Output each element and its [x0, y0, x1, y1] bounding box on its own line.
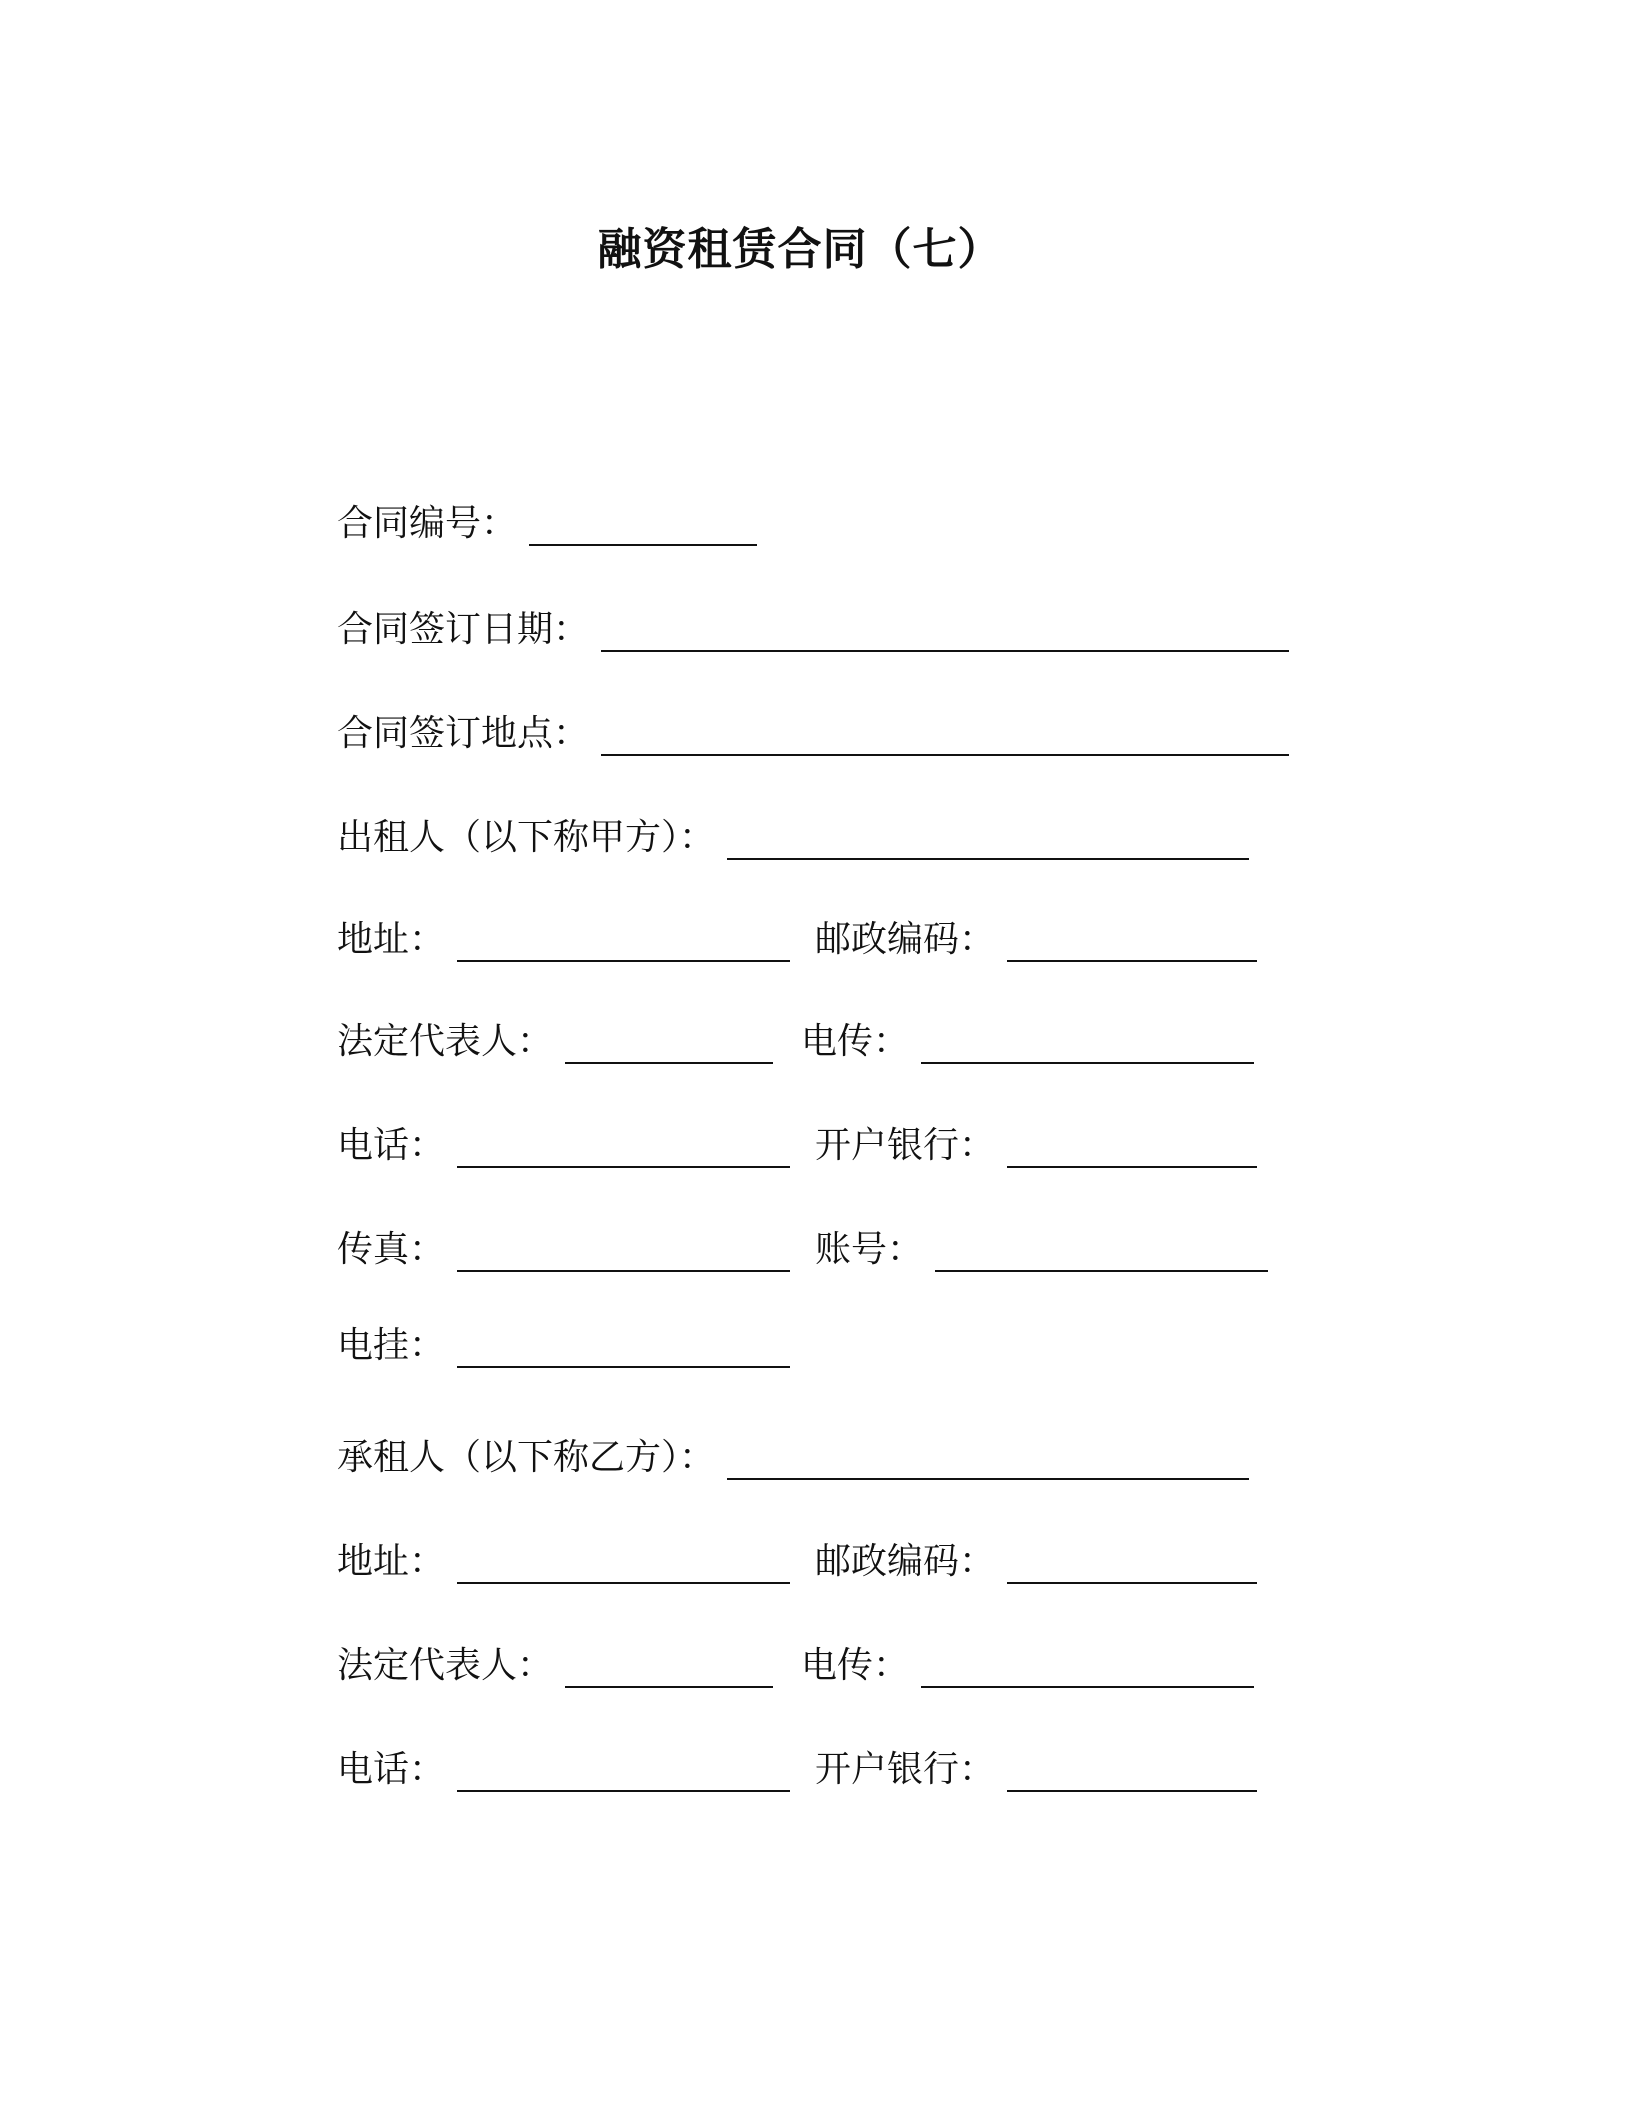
sign-date-row	[337, 608, 1289, 652]
lessee-telegraph-label: 电传：	[801, 1645, 910, 1686]
lessee-address-row	[337, 1540, 1257, 1584]
lessor-label: 出租人（以下称甲方）：	[337, 817, 716, 858]
lessor-bank-blank[interactable]	[1007, 1132, 1257, 1168]
sign-date-blank[interactable]	[601, 616, 1289, 652]
lessee-bank-blank[interactable]	[1007, 1756, 1257, 1792]
lessor-legal-rep-row	[337, 1020, 1254, 1064]
lessor-row	[337, 816, 1249, 860]
lessee-address-label: 地址：	[337, 1541, 446, 1582]
sign-date-label: 合同签订日期：	[337, 609, 590, 650]
lessee-phone-row	[337, 1748, 1257, 1792]
lessor-telegraph-label: 电传：	[801, 1021, 910, 1062]
document-title: 融资租赁合同（七）	[597, 224, 1003, 275]
lessor-cable-label: 电挂：	[337, 1325, 446, 1366]
lessor-phone-label: 电话：	[337, 1125, 446, 1166]
lessee-label: 承租人（以下称乙方）：	[337, 1437, 716, 1478]
lessee-bank-label: 开户银行：	[815, 1749, 996, 1790]
sign-place-blank[interactable]	[601, 720, 1289, 756]
lessee-blank[interactable]	[727, 1444, 1249, 1480]
lessor-telegraph-blank[interactable]	[921, 1028, 1254, 1064]
lessor-cable-row	[337, 1324, 790, 1368]
lessor-phone-blank[interactable]	[457, 1132, 790, 1168]
lessee-postcode-label: 邮政编码：	[815, 1541, 996, 1582]
lessor-address-label: 地址：	[337, 919, 446, 960]
lessee-telegraph-blank[interactable]	[921, 1652, 1254, 1688]
lessee-row	[337, 1436, 1249, 1480]
lessee-legal-rep-row	[337, 1644, 1254, 1688]
lessor-postcode-blank[interactable]	[1007, 926, 1257, 962]
lessor-account-label: 账号：	[815, 1229, 924, 1270]
lessee-phone-label: 电话：	[337, 1749, 446, 1790]
contract-number-row	[337, 502, 757, 546]
sign-place-row	[337, 712, 1289, 756]
lessor-address-blank[interactable]	[457, 926, 790, 962]
lessor-legal-rep-label: 法定代表人：	[337, 1021, 554, 1062]
lessor-phone-row	[337, 1124, 1257, 1168]
lessor-fax-row	[337, 1228, 1268, 1272]
lessor-fax-blank[interactable]	[457, 1236, 790, 1272]
lessee-legal-rep-label: 法定代表人：	[337, 1645, 554, 1686]
sign-place-label: 合同签订地点：	[337, 713, 590, 754]
lessor-bank-label: 开户银行：	[815, 1125, 996, 1166]
lessor-postcode-label: 邮政编码：	[815, 919, 996, 960]
lessor-blank[interactable]	[727, 824, 1249, 860]
lessor-cable-blank[interactable]	[457, 1332, 790, 1368]
contract-number-blank[interactable]	[529, 510, 757, 546]
lessee-phone-blank[interactable]	[457, 1756, 790, 1792]
lessor-account-blank[interactable]	[935, 1236, 1268, 1272]
lessor-legal-rep-blank[interactable]	[565, 1028, 773, 1064]
lessee-legal-rep-blank[interactable]	[565, 1652, 773, 1688]
contract-number-label: 合同编号：	[337, 503, 518, 544]
lessee-postcode-blank[interactable]	[1007, 1548, 1257, 1584]
lessor-address-row	[337, 918, 1257, 962]
lessor-fax-label: 传真：	[337, 1229, 446, 1270]
lessee-address-blank[interactable]	[457, 1548, 790, 1584]
